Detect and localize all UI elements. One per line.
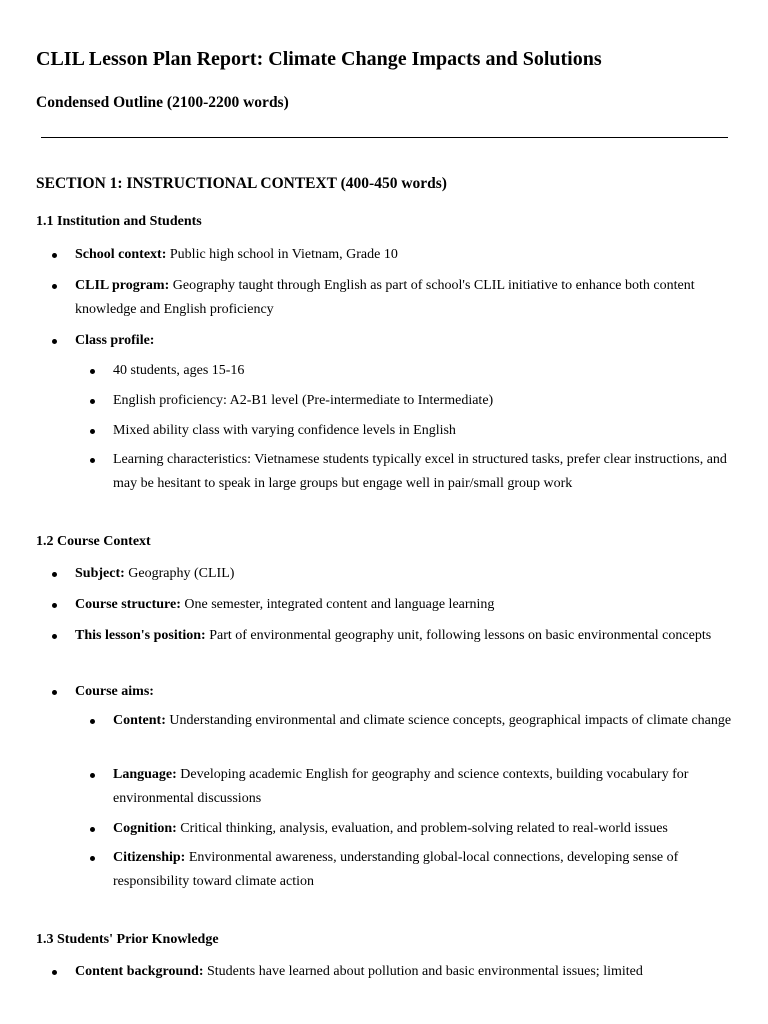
item-label: Course structure: (75, 597, 181, 612)
bullet-icon (90, 827, 95, 832)
bullet-icon (90, 399, 95, 404)
item-label: Subject: (75, 566, 125, 581)
list-item-aim-citizenship (113, 846, 738, 894)
bullet-icon (52, 970, 57, 975)
item-text: One semester, integrated content and language learning (180, 597, 495, 612)
bullet-icon (90, 458, 95, 463)
item-label: Content: (113, 713, 166, 728)
item-text: Geography taught through English as part of school's CLIL initiative to enhance both content knowledge and English proficiency (75, 278, 695, 317)
list-item-clil-program (75, 274, 730, 322)
item-text: Developing academic English for geography and science contexts, building vocabulary for environmental discussions (113, 767, 689, 806)
bullet-icon (52, 339, 57, 344)
bullet-icon (52, 634, 57, 639)
subsection-1-2-heading: 1.2 Course Context (36, 534, 151, 549)
item-text: Students have learned about pollution and basic environmental issues; limited (203, 964, 643, 979)
section-1-heading: SECTION 1: INSTRUCTIONAL CONTEXT (400-450 words) (36, 175, 447, 192)
bullet-icon (90, 429, 95, 434)
bullet-icon (90, 773, 95, 778)
list-item-course-aims (75, 680, 730, 704)
item-label: Citizenship: (113, 850, 186, 865)
item-label: Course aims: (75, 684, 154, 699)
list-item-aim-content (113, 709, 738, 733)
list-item-school-context (75, 243, 730, 267)
list-item-aim-cognition (113, 817, 738, 841)
list-item-aim-language (113, 763, 738, 811)
item-label: CLIL program: (75, 278, 170, 293)
item-label: Cognition: (113, 821, 177, 836)
bullet-icon (52, 572, 57, 577)
document-subtitle: Condensed Outline (2100-2200 words) (36, 94, 289, 111)
list-item-class-profile (75, 329, 730, 353)
list-item-class-detail (113, 389, 738, 413)
item-text: Mixed ability class with varying confidence levels in English (113, 423, 456, 438)
bullet-icon (52, 253, 57, 258)
list-item-lesson-position (75, 624, 730, 648)
horizontal-divider (41, 137, 728, 138)
item-text: Public high school in Vietnam, Grade 10 (166, 247, 398, 262)
item-text: Learning characteristics: Vietnamese students typically excel in structured tasks, prefer clear instructions, and may be hesitant to speak in large groups but engage well in pair/small group work (113, 452, 727, 491)
item-text: Understanding environmental and climate science concepts, geographical impacts of climate change (165, 713, 732, 728)
bullet-icon (90, 719, 95, 724)
item-text: Environmental awareness, understanding global-local connections, developing sense of responsibility toward climate action (113, 850, 679, 889)
list-item-course-structure (75, 593, 730, 617)
item-text: Geography (CLIL) (124, 566, 235, 581)
bullet-icon (90, 856, 95, 861)
subsection-1-3-heading: 1.3 Students' Prior Knowledge (36, 932, 219, 947)
list-item-content-background (75, 960, 730, 984)
item-label: This lesson's position: (75, 628, 206, 643)
item-text: 40 students, ages 15-16 (113, 363, 245, 378)
item-label: Class profile: (75, 333, 155, 348)
item-text: Part of environmental geography unit, following lessons on basic environmental concepts (205, 628, 712, 643)
item-label: School context: (75, 247, 167, 262)
list-item-subject (75, 562, 730, 586)
list-item-class-detail (113, 448, 738, 496)
item-label: Content background: (75, 964, 204, 979)
bullet-icon (52, 603, 57, 608)
item-text: Critical thinking, analysis, evaluation, and problem-solving related to real-world issues (176, 821, 668, 836)
item-text: English proficiency: A2-B1 level (Pre-intermediate to Intermediate) (113, 393, 494, 408)
subsection-1-1-heading: 1.1 Institution and Students (36, 214, 202, 229)
bullet-icon (52, 690, 57, 695)
list-item-class-detail (113, 359, 738, 383)
bullet-icon (90, 369, 95, 374)
list-item-class-detail (113, 419, 738, 443)
item-label: Language: (113, 767, 177, 782)
bullet-icon (52, 284, 57, 289)
document-title: CLIL Lesson Plan Report: Climate Change Impacts and Solutions (36, 48, 602, 70)
